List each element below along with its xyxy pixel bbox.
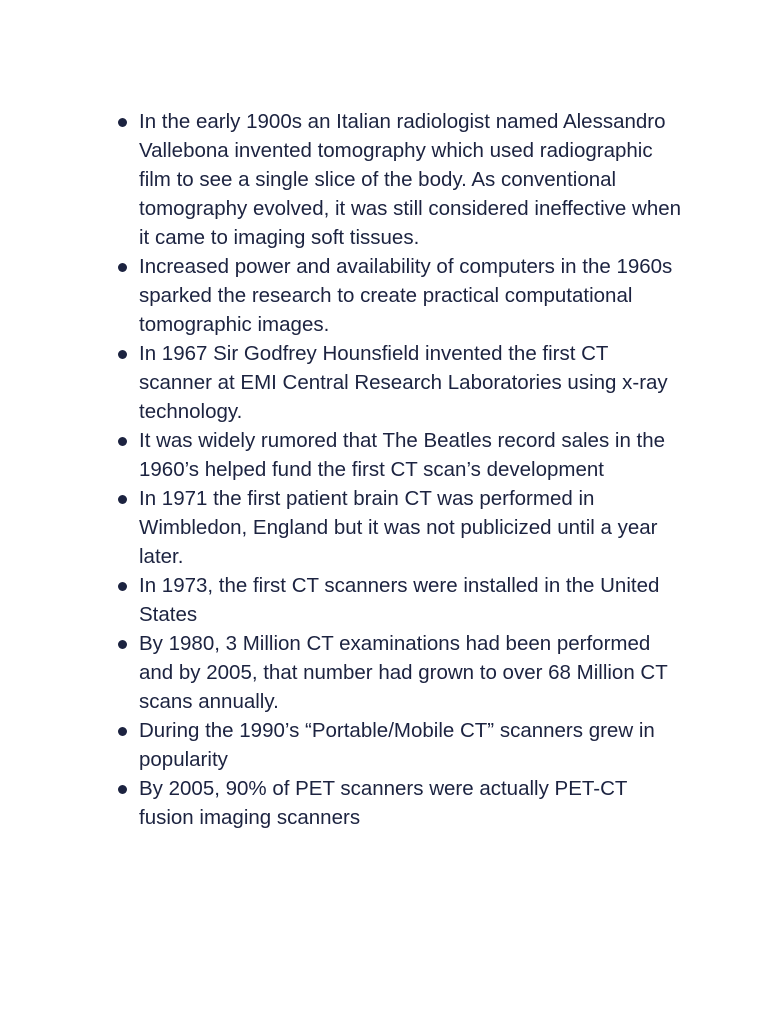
list-item xyxy=(116,107,682,252)
bullet-dot-icon xyxy=(118,640,127,649)
list-item-text: In 1967 Sir Godfrey Hounsfield invented the first CT scanner at EMI Central Research Laboratories using x-ray technology. xyxy=(139,342,668,423)
bullet-list xyxy=(116,107,682,832)
list-item-text: By 2005, 90% of PET scanners were actually PET-CT fusion imaging scanners xyxy=(139,777,628,829)
list-item xyxy=(116,629,682,716)
list-item xyxy=(116,571,682,629)
list-item xyxy=(116,484,682,571)
bullet-dot-icon xyxy=(118,437,127,446)
list-item xyxy=(116,774,682,832)
bullet-dot-icon xyxy=(118,118,127,127)
bullet-dot-icon xyxy=(118,263,127,272)
bullet-dot-icon xyxy=(118,727,127,736)
bullet-dot-icon xyxy=(118,350,127,359)
bullet-dot-icon xyxy=(118,785,127,794)
list-item-text: During the 1990’s “Portable/Mobile CT” scanners grew in popularity xyxy=(139,719,655,771)
list-item-text: In 1971 the first patient brain CT was performed in Wimbledon, England but it was not publicized until a year later. xyxy=(139,487,658,568)
list-item-text: In the early 1900s an Italian radiologist named Alessandro Vallebona invented tomography which used radiographic film to see a single slice of the body. As conventional tomography evolved, it was still considered ineffective when it came to imaging soft tissues. xyxy=(139,110,682,249)
bullet-dot-icon xyxy=(118,495,127,504)
list-item xyxy=(116,339,682,426)
list-item-text: By 1980, 3 Million CT examinations had been performed and by 2005, that number had grown to over 68 Million CT scans annually. xyxy=(139,632,668,713)
list-item xyxy=(116,252,682,339)
list-item xyxy=(116,426,682,484)
list-item xyxy=(116,716,682,774)
list-item-text: It was widely rumored that The Beatles record sales in the 1960’s helped fund the first CT scan’s development xyxy=(139,429,666,481)
list-item-text: Increased power and availability of computers in the 1960s sparked the research to create practical computational tomographic images. xyxy=(139,255,673,336)
list-item-text: In 1973, the first CT scanners were installed in the United States xyxy=(139,574,660,626)
bullet-dot-icon xyxy=(118,582,127,591)
